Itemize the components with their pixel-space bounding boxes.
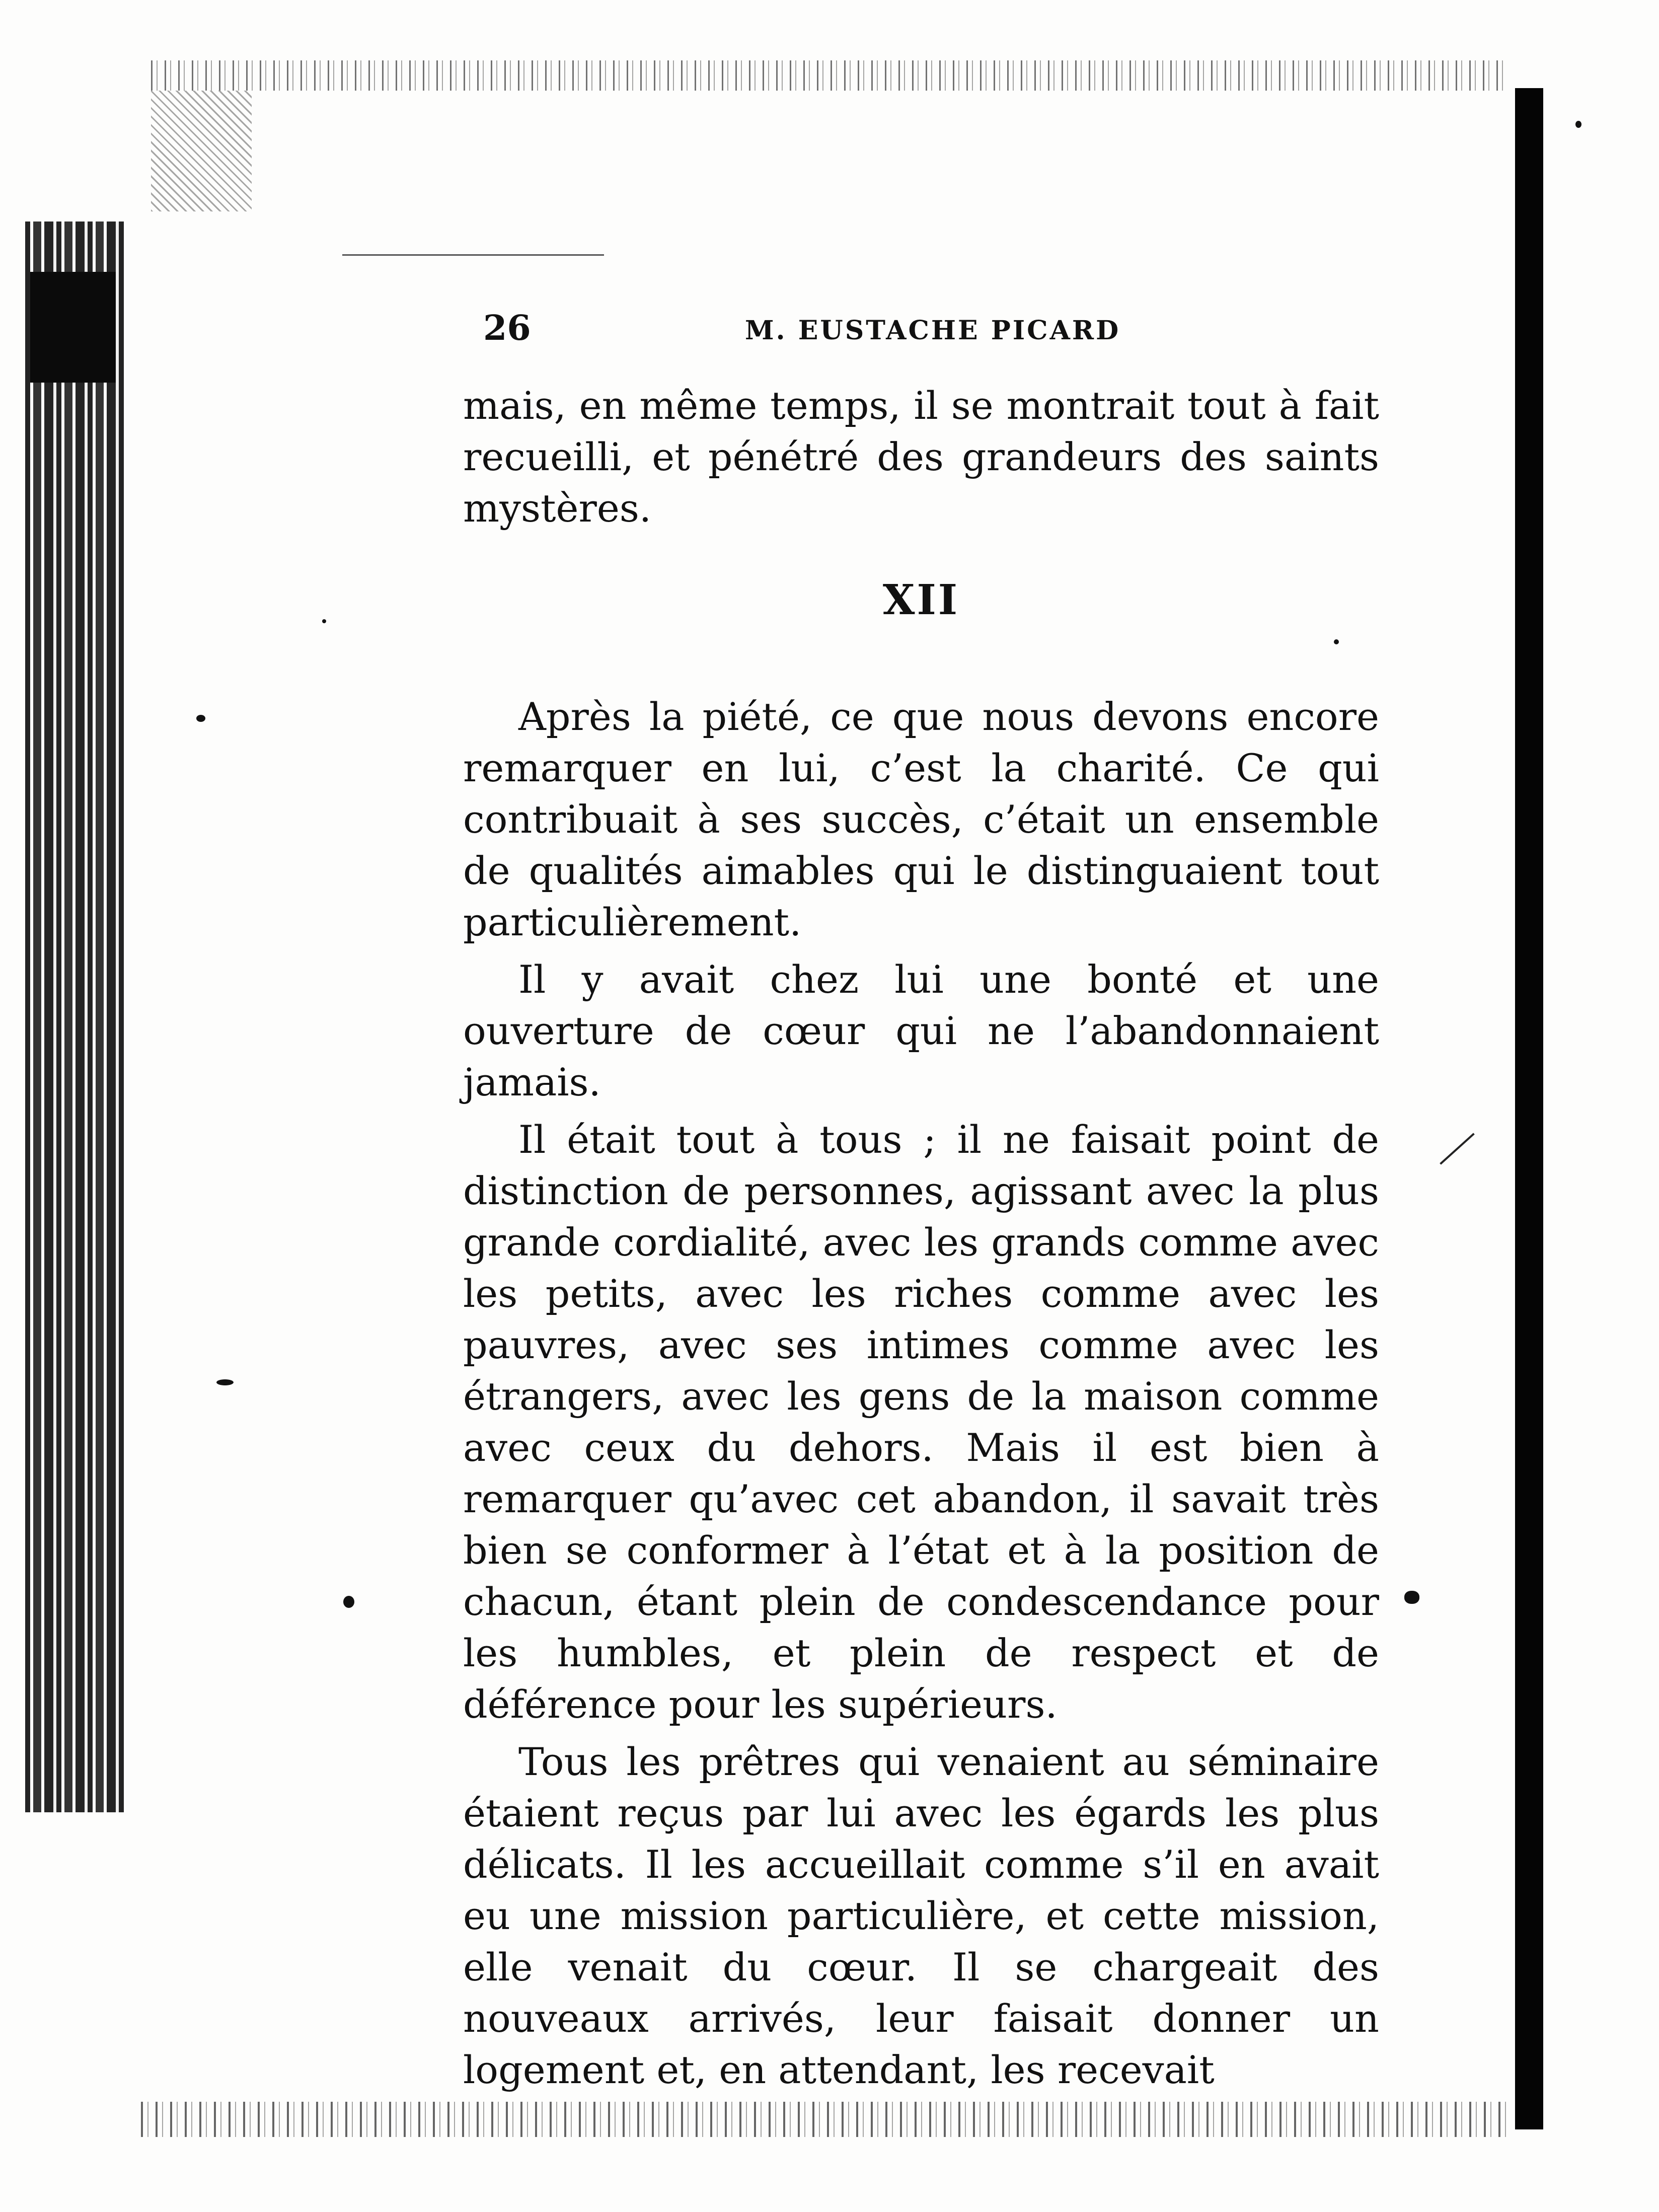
- paragraph: Tous les prêtres qui venaient au séminaire étaient reçus par lui avec les égards les plus délicats. Il les accueillait comme s’il en avait eu une mission particulière, et cette mission, elle venait du cœur. Il se chargeait des nouveaux arrivés, leur faisait donner un logement et, en attendant, les recevait: [463, 1739, 1379, 2092]
- opening-paragraph: mais, en même temps, il se montrait tout à fait recueilli, et pénétré des grandeurs des saints mystères.: [463, 383, 1379, 531]
- bottom-edge-noise: [141, 2102, 1510, 2137]
- paragraph: Après la piété, ce que nous devons encore remarquer en lui, c’est la charité. Ce qui contribuait à ses succès, c’était un ensemble de qualités aimables qui le distinguaient tout particulièrement.: [463, 694, 1379, 944]
- body-text: [463, 380, 1379, 2096]
- page-number: 26: [483, 308, 531, 348]
- paragraph: Il était tout à tous ; il ne faisait point de distinction de personnes, agissant avec la plus grande cordialité, avec les grands comme avec les petits, avec les riches comme avec les pauvres, avec ses intimes comme avec les étrangers, avec les gens de la maison comme avec ceux du dehors. Mais il est bien à remarquer qu’avec cet abandon, il savait très bien se conformer à l’état et à la position de chacun, étant plein de condescendance pour les humbles, et plein de respect et de déférence pour les supérieurs.: [463, 1117, 1379, 1727]
- binding-dark-block: [30, 272, 116, 383]
- margin-tick-mark: [1440, 1133, 1475, 1164]
- corner-noise: [151, 91, 252, 211]
- top-edge-noise: [151, 60, 1510, 91]
- speck: [322, 619, 326, 623]
- speck: [1575, 121, 1581, 128]
- binding-scan-shadow: [25, 222, 126, 1812]
- speck: [216, 1379, 234, 1385]
- running-title: M. EUSTACHE PICARD: [745, 315, 1121, 346]
- section-heading: XII: [882, 576, 960, 624]
- margin-ink-spot: [1404, 1591, 1419, 1604]
- speck: [343, 1596, 354, 1608]
- faint-pencil-line: [342, 254, 604, 256]
- paragraph: Il y avait chez lui une bonté et une ouverture de cœur qui ne l’abandonnaient jamais.: [463, 957, 1379, 1104]
- page-edge-shadow: [1515, 88, 1543, 2129]
- speck: [196, 715, 205, 722]
- running-header: [483, 308, 1369, 348]
